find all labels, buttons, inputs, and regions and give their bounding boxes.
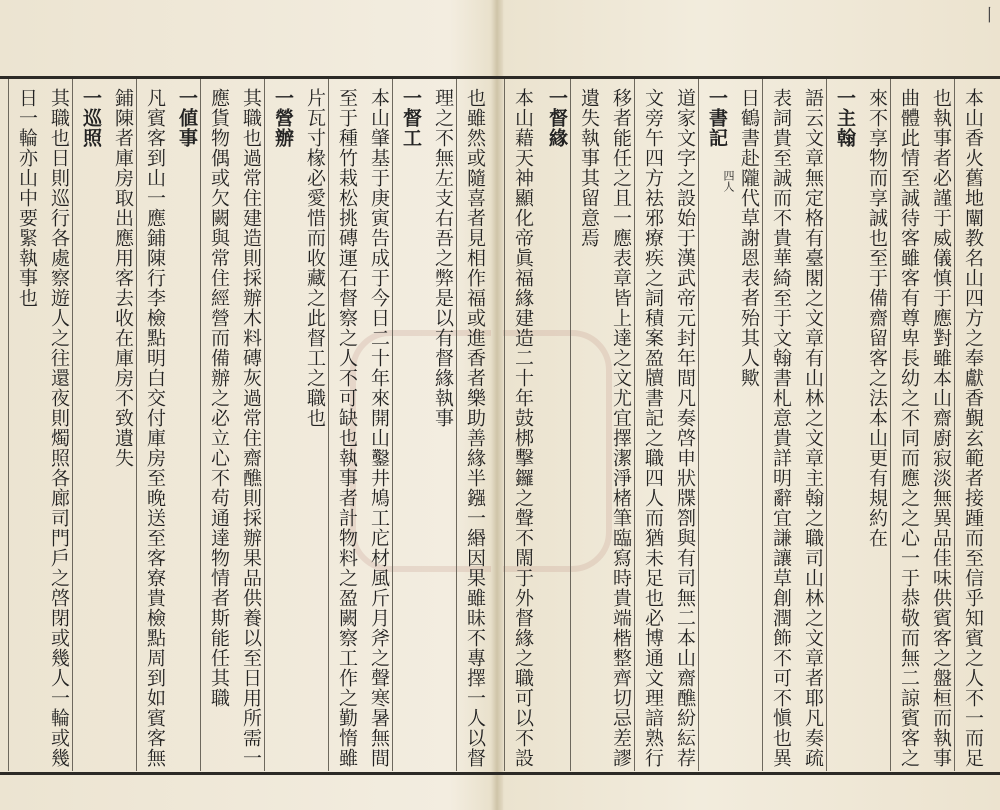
column-divider bbox=[264, 79, 265, 771]
column-divider bbox=[136, 79, 137, 771]
text-column: 移者能任之且一應表章皆上達之文尤宜擇潔淨楮筆臨寫時貴端楷整齊切忌差謬 bbox=[610, 88, 632, 768]
text-column: 本山香火舊地闡教名山四方之奉獻香覲玄範者接踵而至信乎知賓之人不一而足 bbox=[962, 88, 984, 768]
page-header-mark: 丨 bbox=[977, 6, 997, 23]
text-column: 日一輪亦山中要緊執事也 bbox=[16, 88, 38, 308]
column-divider bbox=[392, 79, 393, 771]
column-divider bbox=[328, 79, 329, 771]
annotation-note: 四人 bbox=[722, 170, 735, 192]
text-column: 來不享物而享誠也至于備齋留客之法本山更有規約在 bbox=[866, 88, 888, 548]
section-heading: 一督緣 bbox=[546, 88, 568, 148]
text-column: 表詞貴至誠而不貴華綺至于文翰書札意貴詳明辭宜謙讓草創潤飾不可不愼也異 bbox=[770, 88, 792, 768]
section-heading: 一書記 bbox=[706, 88, 728, 148]
column-divider bbox=[698, 79, 699, 771]
column-divider bbox=[456, 79, 457, 771]
section-heading: 一値事 bbox=[176, 88, 198, 148]
text-column: 至于種竹栽松挑磚運石督察之人不可缺也執事者計物料之盈闕察工作之勤惰雖 bbox=[336, 88, 358, 768]
column-divider bbox=[954, 79, 955, 771]
text-column: 也雖然或隨喜者見相作福或進香者樂助善緣半鏹一緡因果雖昧不專擇一人以督 bbox=[464, 88, 486, 768]
section-heading: 一督工 bbox=[400, 88, 422, 148]
bottom-border-rule bbox=[0, 772, 1000, 775]
text-column: 曲體此情至誠待客雖客有尊卑長幼之不同而應之之心一于恭敬而無二諒賓客之 bbox=[898, 88, 920, 768]
text-column: 文旁午四方祛邪療疾之詞積案盈牘書記之職四人而猶未足也必博通文理諳熟行 bbox=[642, 88, 664, 768]
column-divider bbox=[762, 79, 763, 771]
text-column: 也執事者必謹于威儀慎于應對雖本山齋廚寂淡無異品佳味供賓客之盤桓而執事 bbox=[930, 88, 952, 768]
column-divider bbox=[826, 79, 827, 771]
column-divider bbox=[8, 79, 9, 771]
page-fold bbox=[491, 0, 503, 810]
text-column: 道家文字之設始于漢武帝元封年間凡奏啓申狀牒劄與有司無二本山齋醮紛紜荐 bbox=[674, 88, 696, 768]
section-heading: 一營辦 bbox=[272, 88, 294, 148]
top-border-rule bbox=[0, 76, 1000, 79]
column-divider bbox=[634, 79, 635, 771]
column-divider bbox=[890, 79, 891, 771]
section-heading: 一主翰 bbox=[834, 88, 856, 148]
column-divider bbox=[570, 79, 571, 771]
text-column: 鋪陳者庫房取出應用客去收在庫房不致遺失 bbox=[112, 88, 134, 468]
column-divider bbox=[200, 79, 201, 771]
text-column: 語云文章無定格有臺閣之文章有山林之文章主翰之職司山林之文章者耶凡奏疏 bbox=[802, 88, 824, 768]
text-column: 其職也日則巡行各處察遊人之往還夜則燭照各廊司門戶之啓閉或幾人一輪或幾 bbox=[48, 88, 70, 768]
column-divider bbox=[72, 79, 73, 771]
text-column: 理之不無左支右吾之弊是以有督緣執事 bbox=[432, 88, 454, 428]
text-column: 遺失執事其留意焉 bbox=[578, 88, 600, 248]
section-heading: 一巡照 bbox=[80, 88, 102, 148]
column-divider bbox=[504, 79, 505, 771]
text-column: 應貨物偶或欠闕與常住經營而備辦之必立心不苟通達物情者斯能任其職 bbox=[208, 88, 230, 708]
text-column: 本山藉天神顯化帝眞福緣建造二十年鼓梆擊鑼之聲不閙于外督緣之職可以不設 bbox=[512, 88, 534, 768]
text-column: 其職也過常住建造則採辦木料磚灰過常住齋醮則採辦果品供養以至日用所需一 bbox=[240, 88, 262, 768]
text-column: 本山肇基于庚寅告成于今日二十年來開山鑿井鳩工庀材風斤月斧之聲寒暑無間 bbox=[368, 88, 390, 768]
text-column: 片瓦寸椽必愛惜而收藏之此督工之職也 bbox=[304, 88, 326, 428]
text-column: 日鶴書赴隴代草謝恩表者殆其人歟 bbox=[738, 88, 760, 388]
text-column: 凡賓客到山一應鋪陳行李檢點明白交付庫房至晚送至客寮貴檢點周到如賓客無 bbox=[144, 88, 166, 768]
